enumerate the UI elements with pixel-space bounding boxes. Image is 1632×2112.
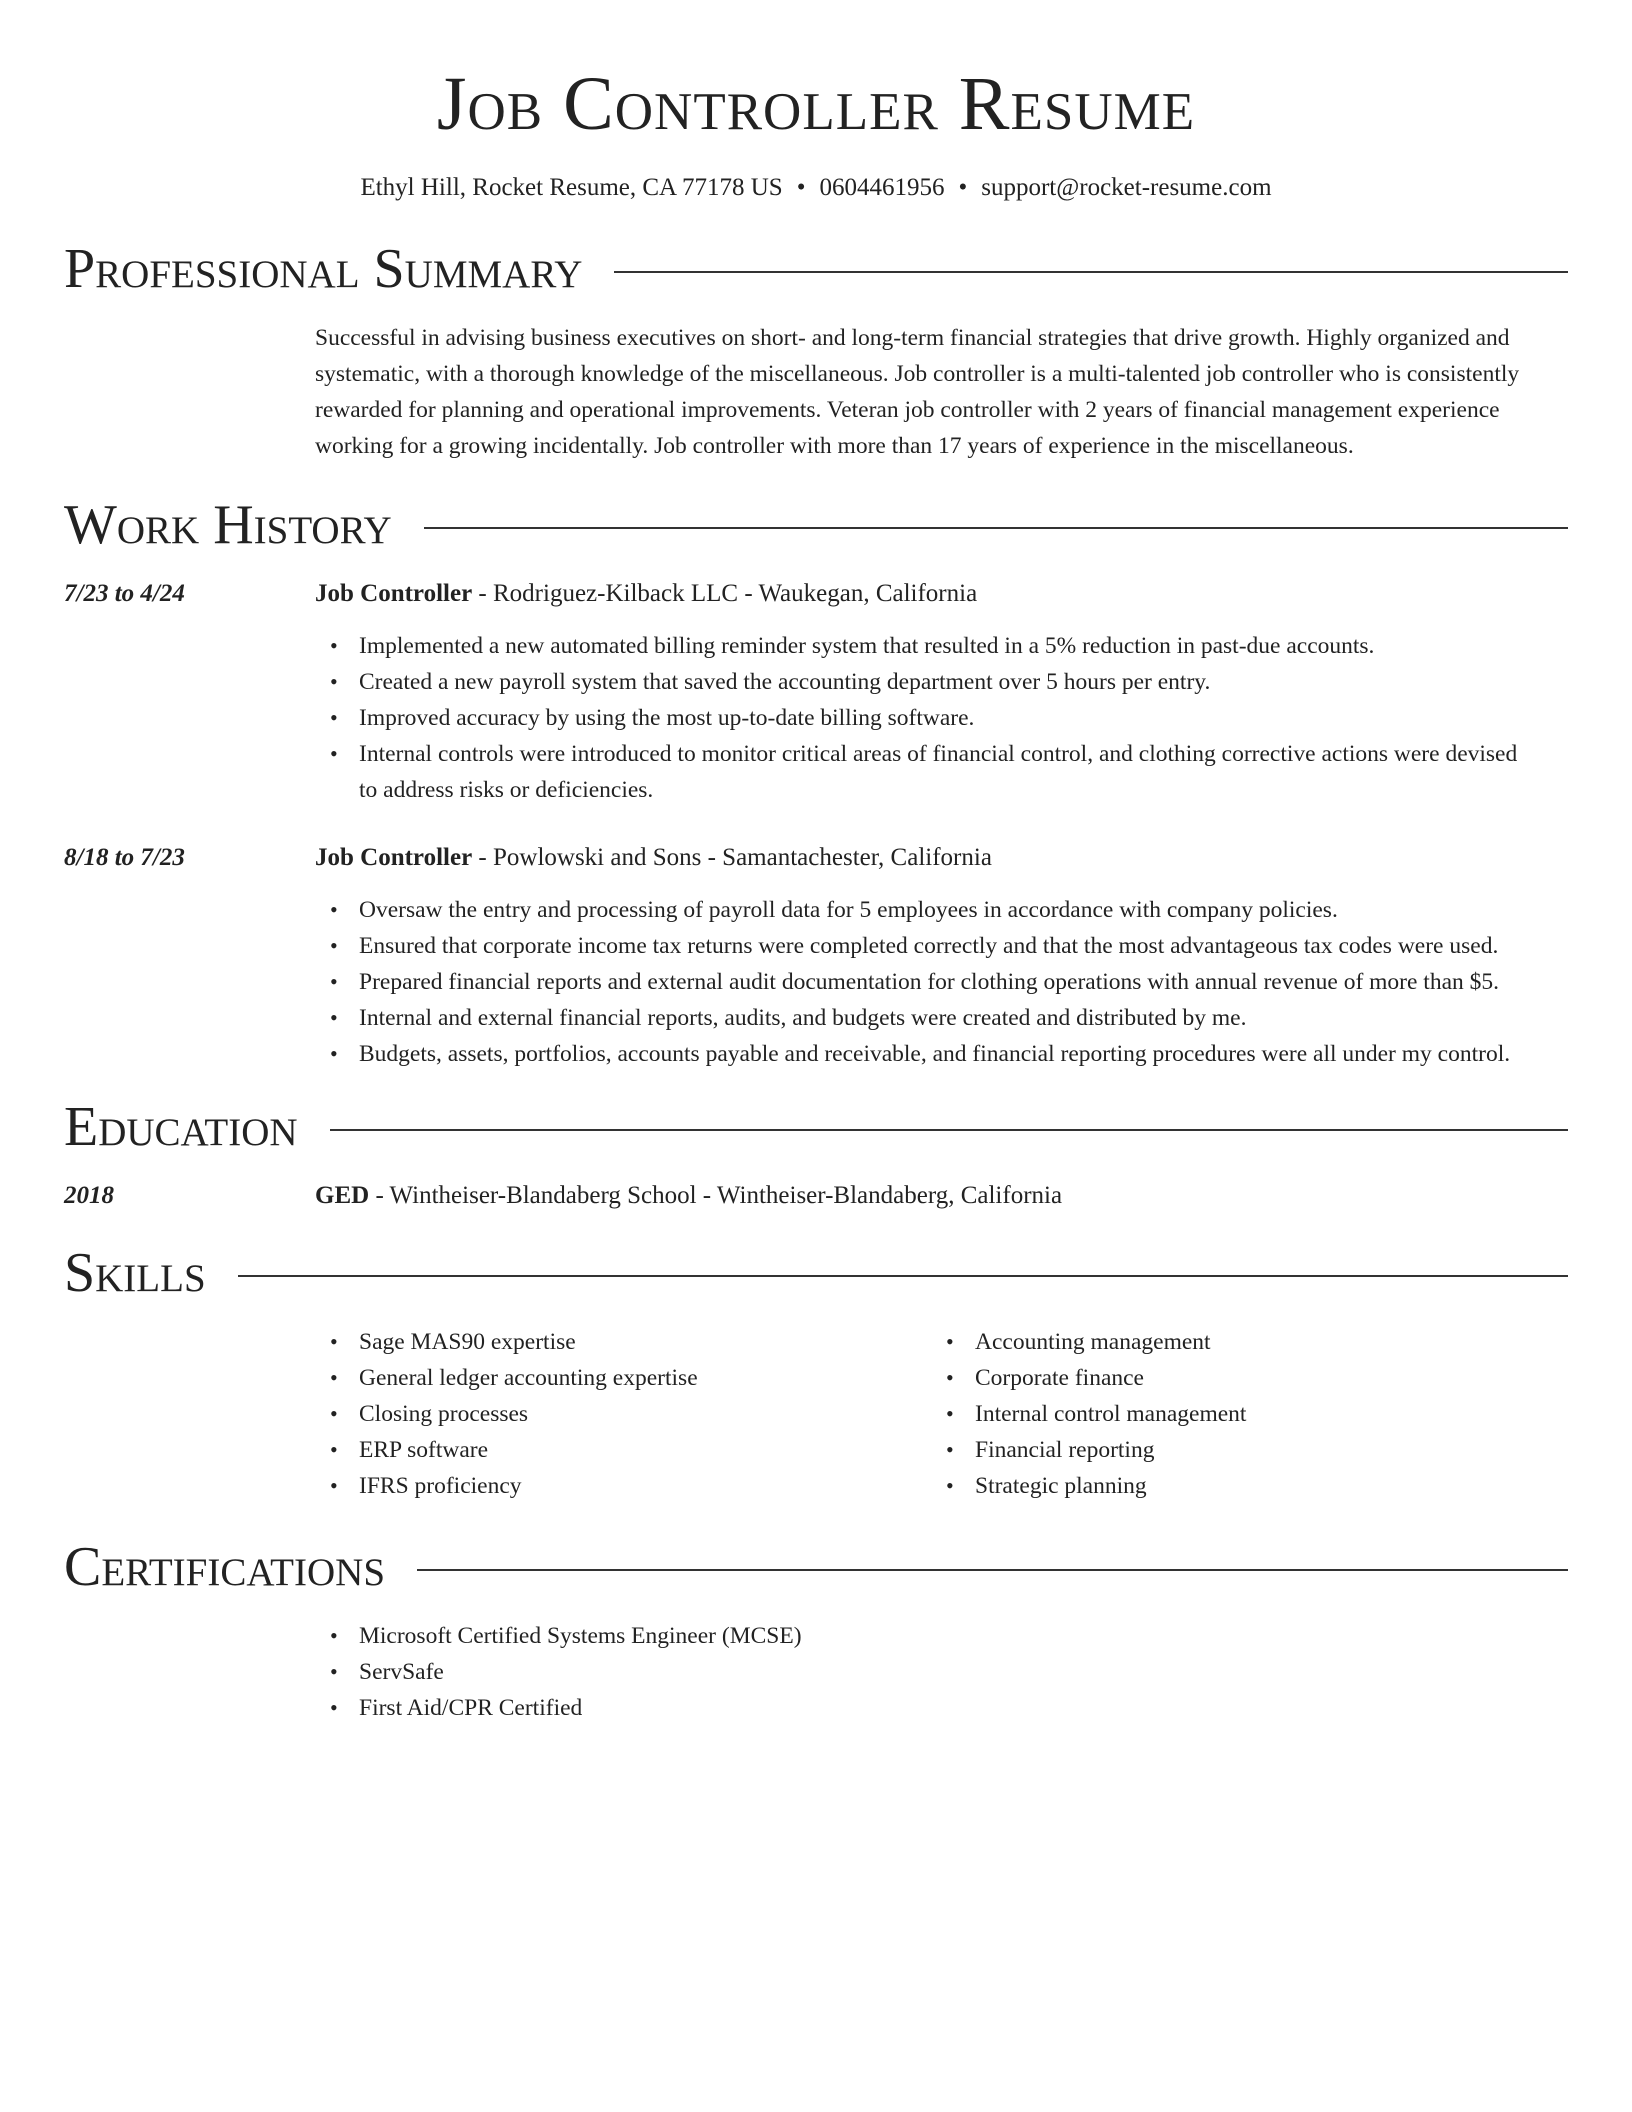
contact-line [64, 174, 1568, 202]
list-item: • First Aid/CPR Certified [359, 1690, 1568, 1726]
list-item: • Internal controls were introduced to monitor critical areas of financial control, and clothing corrective actions were devised to address risks or deficiencies. [359, 736, 1568, 808]
list-item: • Internal control management [975, 1396, 1547, 1432]
section-divider [614, 271, 1568, 273]
education-section-header [64, 1096, 1568, 1158]
list-item: • Closing processes [359, 1396, 931, 1432]
skills-section-header [64, 1242, 1568, 1304]
list-item: • Internal and external financial reports, audits, and budgets were created and distributed by me. [359, 1000, 1568, 1036]
list-item: • General ledger accounting expertise [359, 1360, 931, 1396]
section-divider [330, 1129, 1568, 1131]
summary-heading: Professional Summary [64, 238, 583, 300]
contact-separator: • [796, 174, 806, 201]
list-item: • Oversaw the entry and processing of payroll data for 5 employees in accordance with company policies. [359, 892, 1568, 928]
job-dates: 8/18 to 7/23 [64, 844, 185, 871]
skills-columns [315, 1324, 1568, 1504]
skills-list-right [931, 1324, 1547, 1504]
certifications-list [64, 1618, 1568, 1726]
list-item: • Improved accuracy by using the most up-to-date billing software. [359, 700, 1568, 736]
list-item: • Corporate finance [975, 1360, 1547, 1396]
summary-text: Successful in advising business executives on short- and long-term financial strategies that drive growth. Highly organized and systematic, with a thorough knowledge of the miscellaneous. Job controller is a multi-talented job controller who is consistently rewarded for planning and operational improvements. Veteran job controller with 2 years of financial management experience working for a growing incidentally. Job controller with more than 17 years of experience in the miscellaneous. [315, 325, 1520, 459]
list-item: • IFRS proficiency [359, 1468, 931, 1504]
education-entry [64, 1178, 1568, 1214]
list-item: • Microsoft Certified Systems Engineer (MCSE) [359, 1618, 1568, 1654]
section-divider [417, 1569, 1568, 1571]
list-item: • Financial reporting [975, 1432, 1547, 1468]
resume-title: Job Controller Resume [436, 62, 1196, 146]
job-bullets [64, 892, 1568, 1072]
job-entry-header [64, 576, 1568, 612]
section-divider [424, 527, 1568, 529]
work-heading: Work History [64, 494, 392, 556]
certifications-section-header [64, 1536, 1568, 1598]
work-section-header [64, 494, 1568, 556]
contact-separator: • [958, 174, 968, 201]
job-line [315, 840, 992, 876]
education-heading: Education [64, 1096, 298, 1158]
job-title: Job Controller [315, 580, 473, 607]
job-title: Job Controller [315, 844, 473, 871]
skills-heading: Skills [64, 1242, 206, 1304]
education-details: - Wintheiser-Blandaberg School - Wintheiser-Blandaberg, California [369, 1182, 1063, 1209]
job-details: - Rodriguez-Kilback LLC - Waukegan, California [472, 580, 978, 607]
job-dates: 7/23 to 4/24 [64, 580, 185, 607]
contact-phone: 0604461956 [819, 174, 945, 201]
job-line [315, 576, 977, 612]
certifications-heading: Certifications [64, 1536, 386, 1598]
list-item: • ServSafe [359, 1654, 1568, 1690]
list-item: • Sage MAS90 expertise [359, 1324, 931, 1360]
job-entry-header [64, 840, 1568, 876]
job-details: - Powlowski and Sons - Samantachester, California [472, 844, 992, 871]
education-degree: GED [315, 1182, 370, 1209]
job-bullets [64, 628, 1568, 808]
education-year: 2018 [64, 1182, 114, 1209]
list-item: • Created a new payroll system that saved the accounting department over 5 hours per entry. [359, 664, 1568, 700]
list-item: • Accounting management [975, 1324, 1547, 1360]
list-item: • Implemented a new automated billing reminder system that resulted in a 5% reduction in past-due accounts. [359, 628, 1568, 664]
summary-section-header [64, 238, 1568, 300]
skills-list-left [315, 1324, 931, 1504]
list-item: • Prepared financial reports and external audit documentation for clothing operations with annual revenue of more than $5. [359, 964, 1568, 1000]
list-item: • Ensured that corporate income tax returns were completed correctly and that the most advantageous tax codes were used. [359, 928, 1568, 964]
contact-email[interactable]: support@rocket-resume.com [981, 174, 1272, 201]
section-divider [238, 1275, 1568, 1277]
list-item: • Strategic planning [975, 1468, 1547, 1504]
list-item: • ERP software [359, 1432, 931, 1468]
list-item: • Budgets, assets, portfolios, accounts payable and receivable, and financial reporting procedures were all under my control. [359, 1036, 1568, 1072]
contact-address: Ethyl Hill, Rocket Resume, CA 77178 US [360, 174, 783, 201]
education-line [315, 1178, 1062, 1214]
